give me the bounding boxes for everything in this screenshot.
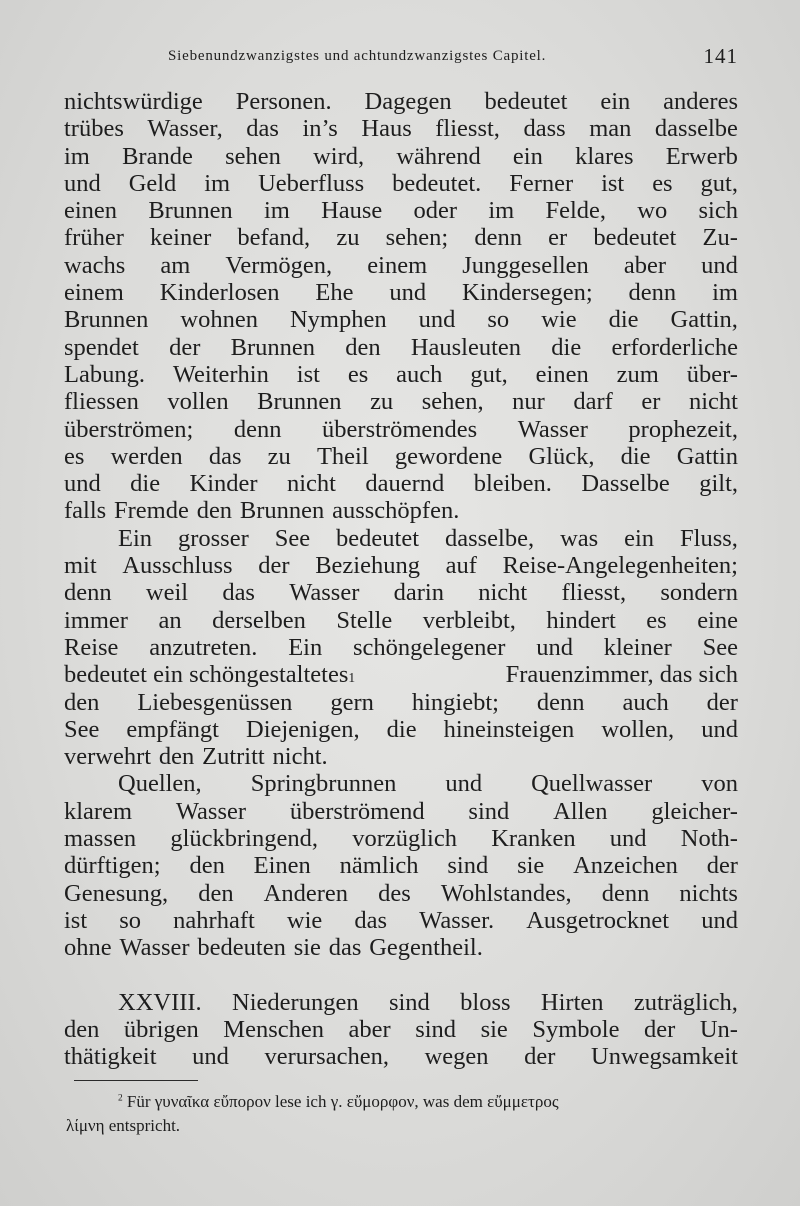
- text-line: [64, 115, 738, 142]
- word: die: [551, 333, 582, 361]
- word: Un-: [699, 1015, 738, 1043]
- word: ein: [512, 142, 543, 170]
- word: wollen,: [601, 715, 675, 743]
- word: und: [701, 251, 738, 279]
- word: es: [347, 360, 369, 388]
- word: Wasser,: [147, 115, 223, 143]
- word: aber: [348, 1015, 391, 1043]
- word: den: [158, 743, 195, 771]
- text-line: [64, 334, 738, 361]
- word: Brunnen: [148, 197, 233, 225]
- word: dürftigen;: [64, 852, 161, 880]
- word: sind: [447, 852, 489, 880]
- word: ist: [64, 906, 88, 934]
- text-line: [64, 852, 738, 879]
- word: zu: [267, 442, 291, 470]
- word: hindert: [546, 606, 616, 634]
- word: der: [524, 1043, 556, 1071]
- word: Brande: [122, 142, 193, 170]
- text-line: [64, 361, 738, 388]
- word: im: [64, 142, 90, 170]
- text-line: [64, 252, 738, 279]
- word: auch: [622, 688, 669, 716]
- word: aber: [623, 251, 667, 279]
- word: das: [208, 442, 242, 470]
- word: thätigkeit: [64, 1043, 157, 1071]
- word: wohnen: [180, 306, 258, 334]
- word: und: [701, 906, 738, 934]
- word: Glück,: [528, 442, 595, 470]
- word: es: [64, 442, 85, 470]
- word: Brunnen: [257, 388, 342, 416]
- word: einem: [64, 279, 124, 307]
- word: an: [158, 606, 182, 634]
- text-line: [64, 497, 738, 524]
- word: sie: [480, 1015, 508, 1043]
- word: trübes: [64, 115, 124, 143]
- word: bedeuten: [197, 934, 286, 962]
- text-line: [64, 989, 738, 1016]
- word: See: [274, 524, 311, 552]
- word: vollen: [167, 388, 229, 416]
- word: Kinderlosen: [159, 279, 280, 307]
- word: am: [160, 251, 191, 279]
- word: im: [204, 169, 231, 197]
- word: bedeutet: [484, 88, 568, 115]
- text-line: [64, 607, 738, 634]
- word: Personen.: [235, 88, 332, 115]
- word: See: [64, 715, 100, 743]
- word: bedeutet: [336, 524, 420, 552]
- page-header: [168, 44, 738, 74]
- text-line: [64, 525, 738, 552]
- word: Brunnen: [64, 306, 149, 334]
- word: Ausschluss: [122, 552, 233, 580]
- word: sind: [388, 988, 430, 1016]
- word: Beziehung: [315, 552, 420, 580]
- word: glückbringend,: [170, 825, 318, 853]
- word: befand,: [237, 224, 311, 252]
- word: darin: [393, 579, 444, 607]
- word: Zu-: [702, 224, 738, 252]
- word: sie: [293, 934, 321, 962]
- word: bedeutet.: [392, 169, 482, 197]
- word: wie: [541, 306, 577, 334]
- word: und: [389, 279, 427, 307]
- word: den: [198, 879, 234, 907]
- word: Genesung,: [64, 879, 169, 907]
- word: ist: [296, 360, 320, 388]
- word: Dagegen: [364, 88, 452, 115]
- word: der: [169, 333, 201, 361]
- word: Anderen: [263, 879, 349, 907]
- word: in’s: [302, 115, 338, 143]
- word: dauernd: [365, 470, 445, 498]
- word: werden: [110, 442, 183, 470]
- word: und: [418, 306, 456, 334]
- word: die: [608, 306, 639, 334]
- word: anzutreten.: [149, 633, 258, 661]
- word: überströmen;: [64, 415, 194, 443]
- word: und: [64, 169, 101, 197]
- word: sind: [468, 797, 510, 825]
- word: so: [119, 906, 142, 934]
- text-line: [64, 579, 738, 606]
- word: mit: [64, 552, 97, 580]
- running-title: Siebenundzwanzigstes und achtundzwanzigstes Capitel.: [168, 48, 547, 64]
- word: Diejenigen,: [246, 715, 360, 743]
- word: den: [189, 852, 225, 880]
- footnote-number: 2: [118, 1093, 123, 1104]
- text-line: [64, 798, 738, 825]
- word: wegen: [424, 1043, 489, 1071]
- word: gut,: [470, 360, 508, 388]
- word: Brunnen: [239, 497, 325, 525]
- text-line: [64, 416, 738, 443]
- word: dasselbe: [654, 115, 738, 143]
- word: Wasser: [517, 415, 588, 443]
- word: Noth-: [680, 825, 738, 853]
- word: nur: [512, 388, 545, 416]
- word: überströmendes: [322, 415, 478, 443]
- word: vorzüglich: [352, 825, 457, 853]
- word: zuträglich,: [633, 988, 738, 1016]
- word: es: [652, 169, 673, 197]
- word: wird,: [313, 142, 365, 170]
- word: wie: [286, 906, 323, 934]
- word: Vermögen,: [225, 251, 333, 279]
- word: Quellwasser: [531, 770, 653, 798]
- word: Dasselbe: [581, 470, 670, 498]
- word: ein: [600, 88, 631, 115]
- word: ist: [601, 169, 625, 197]
- word: Hirten: [540, 988, 604, 1016]
- word: Allen: [553, 797, 608, 825]
- footnote-text: Für γυναῖκα εὔπορον lese ich γ. εὔμορφον, was dem εὔμμετρος: [126, 1092, 559, 1111]
- word: Symbole: [532, 1015, 620, 1043]
- word: Ein: [118, 524, 153, 552]
- word: Quellen,: [118, 770, 202, 798]
- word: gleicher-: [651, 797, 738, 825]
- text-line: [64, 470, 738, 497]
- text-line: [64, 880, 738, 907]
- text-line-with-footnote: bedeutet ein schöngestaltetes 1 Frauenzimmer, das sich: [64, 661, 738, 689]
- word: gut,: [700, 169, 738, 197]
- word: denn: [601, 879, 650, 907]
- text-segment: bedeutet ein schöngestaltetes: [64, 661, 349, 689]
- word: Felde,: [545, 197, 607, 225]
- word: zum: [616, 360, 659, 388]
- word: nämlich: [339, 852, 419, 880]
- word: kleiner: [603, 633, 672, 661]
- word: im: [263, 197, 290, 225]
- word: es: [646, 606, 667, 634]
- word: bedeutet: [593, 224, 677, 252]
- word: während: [396, 142, 481, 170]
- text-line: [64, 825, 738, 852]
- word: so: [487, 306, 510, 334]
- word: wachs: [64, 251, 126, 279]
- footnote-line: [66, 1090, 738, 1114]
- word: erforderliche: [611, 333, 738, 361]
- word: nicht: [286, 470, 336, 498]
- word: Junggesellen: [462, 251, 589, 279]
- word: auf: [445, 552, 477, 580]
- word: verbleibt,: [422, 606, 516, 634]
- word: den: [64, 688, 100, 716]
- word: und: [609, 825, 647, 853]
- word: er: [641, 388, 661, 416]
- word: und: [64, 470, 101, 498]
- word: Wasser: [119, 934, 190, 962]
- text-line: [64, 934, 738, 961]
- word: hineinsteigen: [443, 715, 575, 743]
- word: XXVIII.: [118, 988, 202, 1016]
- word: der: [258, 552, 290, 580]
- word: denn: [233, 415, 282, 443]
- word: gewordene: [394, 442, 503, 470]
- word: Erwerb: [665, 142, 738, 170]
- word: sie: [517, 852, 545, 880]
- word: oder: [413, 197, 458, 225]
- word: ein: [624, 524, 655, 552]
- text-line: [64, 143, 738, 170]
- word: Haus: [361, 115, 412, 143]
- word: sich: [698, 197, 738, 225]
- word: und: [701, 715, 738, 743]
- word: früher: [64, 224, 124, 252]
- word: Kranken: [491, 825, 576, 853]
- word: derselben: [212, 606, 306, 634]
- word: Gattin: [676, 442, 738, 470]
- word: das: [246, 115, 279, 143]
- word: den: [345, 333, 381, 361]
- word: Brunnen: [230, 333, 315, 361]
- text-line: [64, 443, 738, 470]
- word: dasselbe,: [444, 524, 535, 552]
- word: verursachen,: [264, 1043, 389, 1071]
- word: zu: [336, 224, 360, 252]
- word: der: [706, 852, 738, 880]
- word: Ferner: [509, 169, 574, 197]
- text-line: [64, 907, 738, 934]
- word: dass: [523, 115, 566, 143]
- word: die: [620, 442, 651, 470]
- word: sondern: [660, 579, 738, 607]
- word: über-: [686, 360, 738, 388]
- word: der: [644, 1015, 676, 1043]
- word: was: [560, 524, 599, 552]
- word: nicht.: [272, 743, 328, 771]
- word: schöngelegener: [353, 633, 506, 661]
- word: Stelle: [336, 606, 393, 634]
- word: Ausgetrocknet: [526, 906, 670, 934]
- word: hingiebt;: [411, 688, 499, 716]
- word: Niederungen: [232, 988, 359, 1016]
- word: das: [328, 934, 362, 962]
- word: Labung.: [64, 360, 145, 388]
- text-line: [64, 306, 738, 333]
- word: Fremde: [114, 497, 189, 525]
- word: falls: [64, 497, 107, 525]
- word: Unwegsamkeit: [591, 1043, 738, 1071]
- text-line: [64, 743, 738, 770]
- word: von: [701, 770, 738, 798]
- word: denn: [628, 279, 677, 307]
- footnote-line: [66, 1114, 738, 1138]
- word: denn: [474, 224, 522, 252]
- word: See: [702, 633, 738, 661]
- word: Ein: [288, 633, 323, 661]
- word: Ueberfluss: [258, 169, 365, 197]
- word: die: [130, 470, 161, 498]
- word: sind: [415, 1015, 457, 1043]
- word: ohne: [64, 934, 112, 962]
- word: spendet: [64, 333, 139, 361]
- word: prophezeit,: [628, 415, 738, 443]
- footnote-divider: [74, 1080, 198, 1081]
- word: Weiterhin: [172, 360, 269, 388]
- word: sehen: [225, 142, 281, 170]
- word: Liebesgenüssen: [137, 688, 293, 716]
- word: Zutritt: [202, 743, 265, 771]
- text-line: [64, 552, 738, 579]
- word: und: [536, 633, 573, 661]
- word: im: [712, 279, 738, 307]
- word: fliesst,: [435, 115, 500, 143]
- text-segment: Frauenzimmer, das sich: [505, 661, 738, 689]
- word: Kindersegen;: [462, 279, 593, 307]
- word: das: [354, 906, 388, 934]
- word: einen: [64, 197, 118, 225]
- word: das: [222, 579, 255, 607]
- word: Gegentheil.: [369, 934, 483, 962]
- text-line: [64, 1043, 738, 1070]
- word: Hause: [321, 197, 383, 225]
- word: sehen,: [421, 388, 484, 416]
- word: darf: [573, 388, 613, 416]
- word: gilt,: [699, 470, 738, 498]
- word: denn: [64, 579, 112, 607]
- word: Einen: [253, 852, 311, 880]
- word: er: [548, 224, 568, 252]
- word: klarem: [64, 797, 133, 825]
- word: wo: [637, 197, 668, 225]
- word: massen: [64, 825, 137, 853]
- word: man: [589, 115, 632, 143]
- word: Menschen: [223, 1015, 324, 1043]
- word: und: [445, 770, 483, 798]
- word: Wasser: [289, 579, 360, 607]
- word: anderes: [663, 88, 738, 115]
- word: weil: [145, 579, 189, 607]
- word: empfängt: [126, 715, 219, 743]
- word: nichtswürdige: [64, 88, 203, 115]
- word: Wasser: [175, 797, 247, 825]
- text-line: [64, 634, 738, 661]
- word: im: [488, 197, 515, 225]
- word: Wasser.: [419, 906, 495, 934]
- word: nichts: [679, 879, 738, 907]
- word: Ehe: [315, 279, 354, 307]
- word: fliessen: [64, 388, 139, 416]
- word: einen: [535, 360, 589, 388]
- word: sehen;: [385, 224, 449, 252]
- footnote: [66, 1090, 738, 1138]
- word: den: [64, 1015, 100, 1043]
- word: grosser: [177, 524, 249, 552]
- word: nicht: [688, 388, 738, 416]
- word: zu: [370, 388, 394, 416]
- word: Reise: [64, 633, 119, 661]
- word: einem: [367, 251, 428, 279]
- word: den: [196, 497, 233, 525]
- word: Theil: [316, 442, 369, 470]
- text-line: [64, 689, 738, 716]
- word: nahrhaft: [173, 906, 255, 934]
- word: ausschöpfen.: [332, 497, 460, 525]
- word: Springbrunnen: [250, 770, 397, 798]
- word: und: [192, 1043, 229, 1071]
- word: Gattin,: [670, 306, 738, 334]
- word: Hausleuten: [410, 333, 522, 361]
- word: Fluss,: [680, 524, 738, 552]
- word: überströmend: [289, 797, 425, 825]
- main-text: [64, 88, 738, 1070]
- word: klares: [575, 142, 634, 170]
- text-line: [64, 279, 738, 306]
- word: die: [386, 715, 417, 743]
- word: der: [706, 688, 738, 716]
- text-line: [64, 770, 738, 797]
- text-line: [64, 224, 738, 251]
- word: bleiben.: [473, 470, 552, 498]
- word: fliesst,: [561, 579, 627, 607]
- text-line: [64, 88, 738, 115]
- word: Kinder: [189, 470, 258, 498]
- word: Nymphen: [289, 306, 387, 334]
- text-line: [64, 197, 738, 224]
- word: übrigen: [123, 1015, 199, 1043]
- word: Wohlstandes,: [440, 879, 572, 907]
- word: gern: [330, 688, 374, 716]
- word: eine: [697, 606, 738, 634]
- word: Reise-Angelegenheiten;: [502, 552, 738, 580]
- footnote-text: λίμνη entspricht.: [66, 1116, 181, 1135]
- word: auch: [396, 360, 443, 388]
- word: keiner: [150, 224, 212, 252]
- word: nicht: [478, 579, 528, 607]
- text-line: [64, 388, 738, 415]
- word: Anzeichen: [573, 852, 678, 880]
- word: bloss: [460, 988, 511, 1016]
- word: immer: [64, 606, 128, 634]
- page-number: 141: [703, 44, 738, 68]
- word: des: [378, 879, 411, 907]
- text-line: [64, 716, 738, 743]
- word: Geld: [128, 169, 177, 197]
- text-line: [64, 1016, 738, 1043]
- word: denn: [536, 688, 585, 716]
- text-line: [64, 170, 738, 197]
- word: verwehrt: [64, 743, 152, 771]
